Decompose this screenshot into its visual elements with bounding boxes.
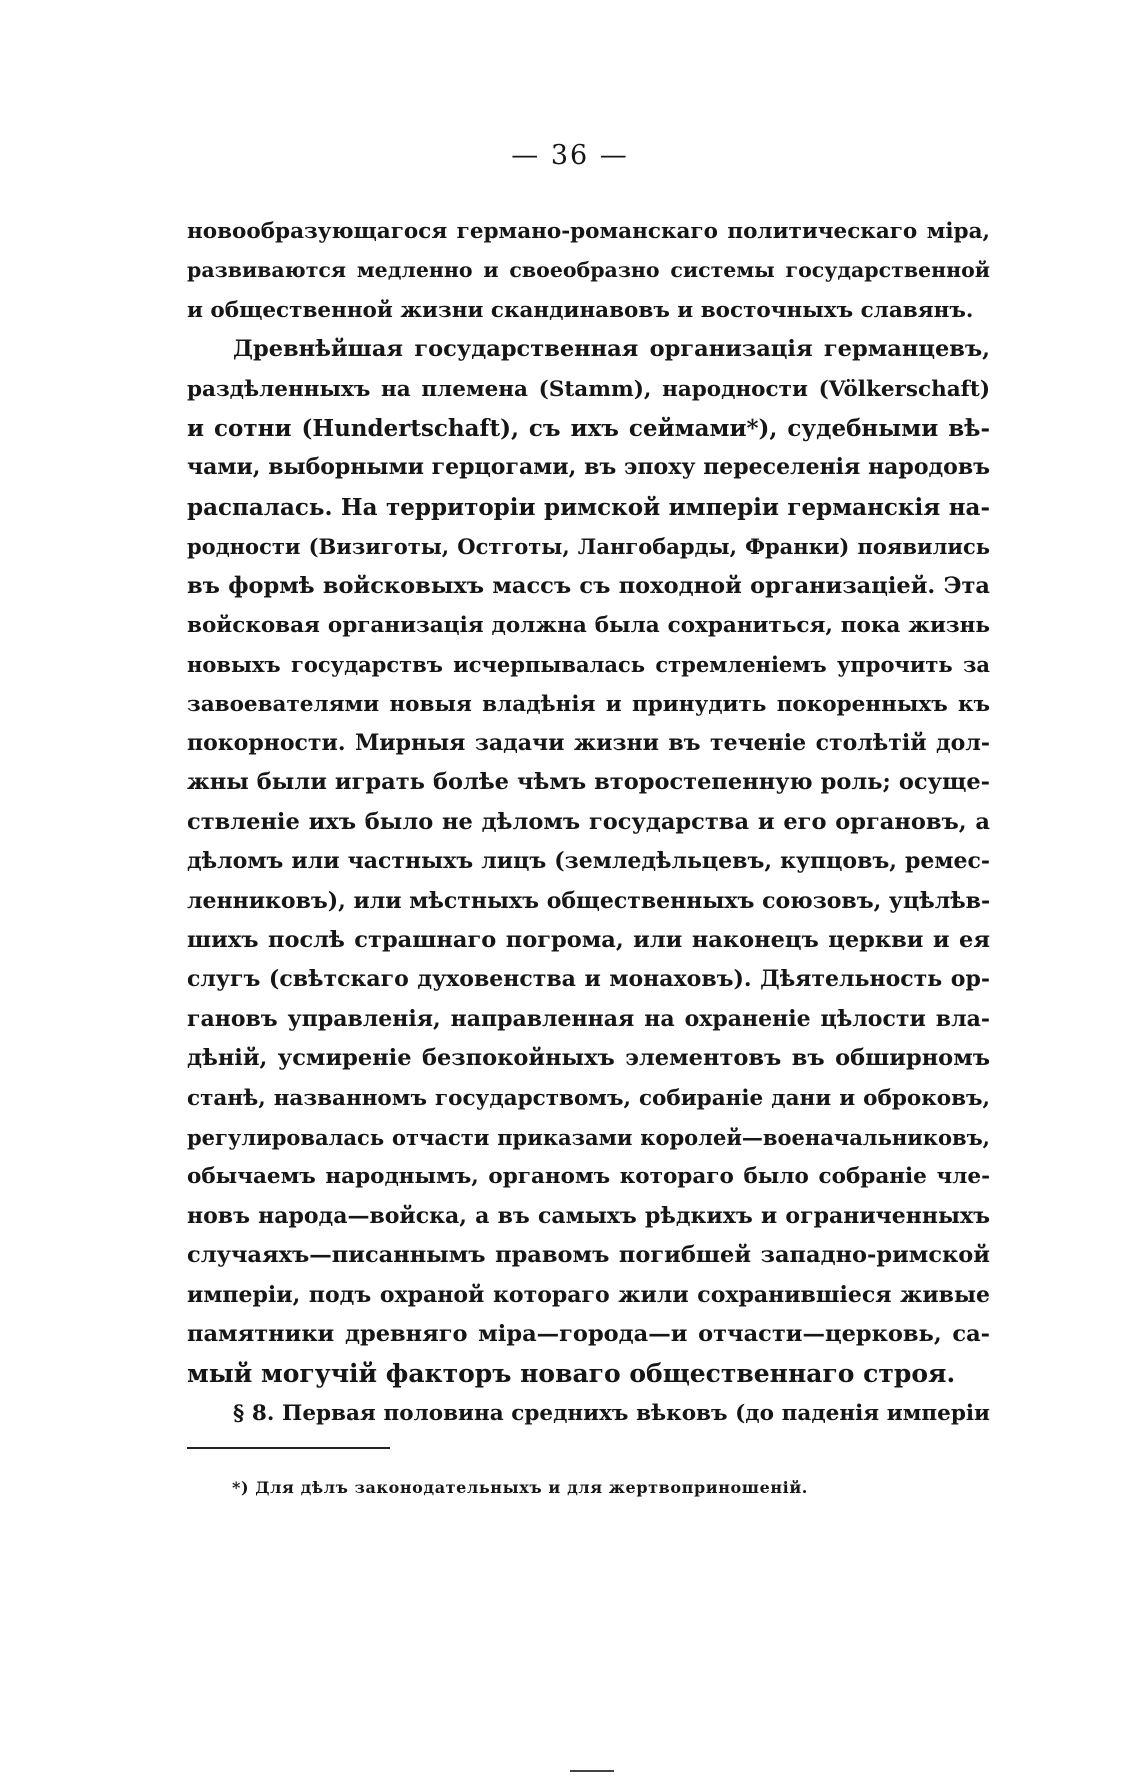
text-line: новыхъ государствъ исчерпывалась стремленіемъ упрочить за bbox=[187, 652, 990, 678]
text-line: станѣ, названномъ государствомъ, собираніе дани и оброковъ, bbox=[187, 1085, 990, 1111]
text-line: раздѣленныхъ на племена (Stamm), народности (Völkerschaft) bbox=[187, 376, 990, 402]
text-line: имперіи, подъ охраной котораго жили сохранившіеся живые bbox=[187, 1281, 990, 1308]
text-line: войсковая организація должна была сохраниться, пока жизнь bbox=[187, 612, 990, 638]
text-line: и сотни (Hundertschaft), съ ихъ сеймами*), судебными вѣ- bbox=[187, 414, 990, 442]
paragraph-start-line: Древнѣйшая государственная организація германцевъ, bbox=[233, 336, 990, 363]
text-line: родности (Визиготы, Остготы, Лангобарды, Франки) появились bbox=[187, 534, 990, 560]
text-line: гановъ управленія, направленная на охраненіе цѣлости вла- bbox=[187, 1005, 990, 1032]
text-line: новъ народа—войска, а въ самыхъ рѣдкихъ и ограниченныхъ bbox=[187, 1202, 990, 1229]
text-line: ленниковъ), или мѣстныхъ общественныхъ союзовъ, уцѣлѣв- bbox=[187, 887, 991, 914]
text-line: въ формѣ войсковыхъ массъ съ походной организаціей. Эта bbox=[187, 572, 990, 599]
text-line: дѣломъ или частныхъ лицъ (земледѣльцевъ, купцовъ, ремес- bbox=[187, 848, 990, 875]
text-line: чами, выборными герцогами, въ эпоху переселенія народовъ bbox=[187, 454, 990, 481]
text-line: шихъ послѣ страшнаго погрома, или наконецъ церкви и ея bbox=[187, 927, 990, 954]
bottom-divider bbox=[570, 1770, 614, 1772]
text-line: жны были играть болѣе чѣмъ второстепенную роль; осуще- bbox=[187, 769, 990, 796]
text-line: распалась. На территоріи римской имперіи германскія на- bbox=[187, 493, 990, 521]
text-line: слугъ (свѣтскаго духовенства и монаховъ). Дѣятельность ор- bbox=[187, 966, 990, 993]
text-line: памятники древняго міра—города—и отчасти—церковь, са- bbox=[187, 1320, 990, 1347]
text-line: развиваются медленно и своеобразно системы государственной bbox=[187, 258, 990, 283]
page-number: — 36 — bbox=[511, 140, 629, 171]
body-text bbox=[187, 212, 990, 1433]
text-line: ствленіе ихъ было не дѣломъ государства и его органовъ, а bbox=[187, 808, 990, 835]
text-line: случаяхъ—писаннымъ правомъ погибшей западно-римской bbox=[187, 1242, 990, 1269]
section-heading: § 8. Первая половина среднихъ вѣковъ (до паденія имперіи bbox=[233, 1400, 990, 1426]
text-line: и общественной жизни скандинавовъ и восточныхъ славянъ. bbox=[187, 297, 974, 323]
text-line: покорности. Мирныя задачи жизни въ теченіе столѣтій дол- bbox=[187, 730, 990, 757]
text-line: регулировалась отчасти приказами королей—военачальниковъ, bbox=[187, 1124, 990, 1150]
text-line: новообразующагося германо-романскаго политическаго міра, bbox=[187, 219, 990, 244]
footnote: *) Для дѣлъ законодательныхъ и для жертвоприношеній. bbox=[232, 1478, 808, 1497]
footnote-divider bbox=[187, 1447, 390, 1449]
text-line: завоевателями новыя владѣнія и принудить покоренныхъ къ bbox=[187, 691, 990, 717]
text-line: обычаемъ народнымъ, органомъ котораго было собраніе чле- bbox=[187, 1164, 990, 1190]
text-line: мый могучій факторъ новаго общественнаго строя. bbox=[187, 1359, 956, 1389]
text-line: дѣній, усмиреніе безпокойныхъ элементовъ въ обширномъ bbox=[187, 1045, 990, 1072]
